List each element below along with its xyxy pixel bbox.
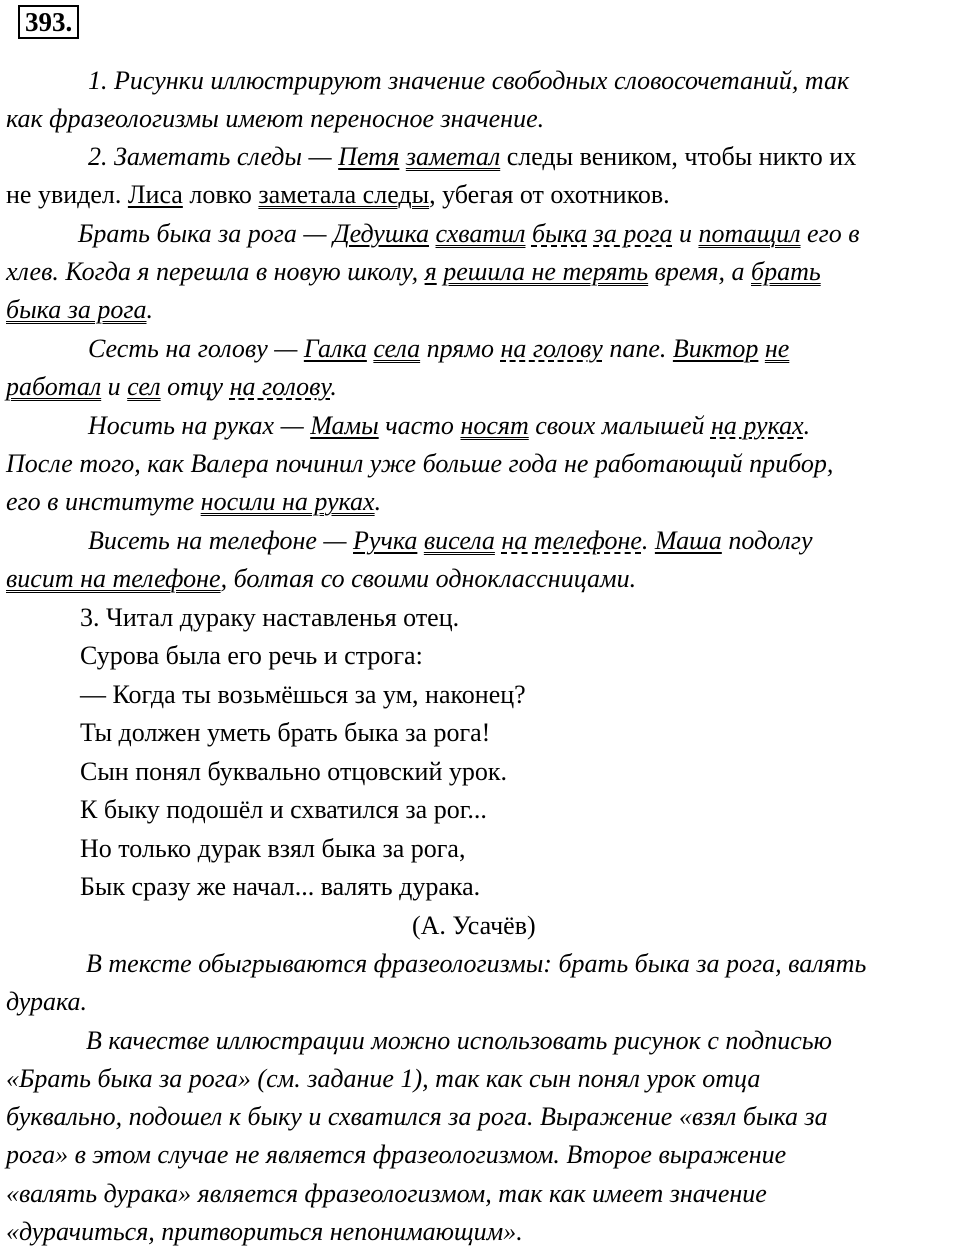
- text-line: [6, 257, 821, 287]
- underlined-word: быка за рога: [6, 295, 147, 324]
- underlined-word: на голову: [500, 334, 603, 363]
- text-line: [6, 1102, 828, 1132]
- text-line: [6, 564, 636, 594]
- text-fragment: «Брать быка за рога» (см. задание 1), так как сын понял урок отца: [6, 1064, 761, 1093]
- text-fragment: .: [330, 372, 337, 401]
- underlined-word: за рога: [593, 219, 673, 248]
- underlined-word: Ручка: [353, 526, 418, 555]
- text-line: [80, 872, 480, 902]
- text-fragment: Носить на руках —: [88, 411, 311, 440]
- text-fragment: ловко: [182, 180, 259, 209]
- underlined-word: схватил: [435, 219, 526, 248]
- text-fragment: хлев. Когда я перешла в новую школу,: [6, 257, 425, 286]
- text-fragment: После того, как Валера починил уже больше года не работающий прибор,: [6, 449, 834, 478]
- text-fragment: 1. Рисунки иллюстрируют значение свободных словосочетаний, так: [88, 66, 850, 95]
- underlined-word: висит на телефоне: [6, 564, 221, 593]
- text-fragment: Брать быка за рога —: [78, 219, 334, 248]
- text-line: [78, 219, 860, 249]
- text-fragment: Бык сразу же начал... валять дурака.: [80, 872, 481, 901]
- text-fragment: «дурачиться, притвориться непонимающим».: [6, 1217, 523, 1246]
- text-line: [86, 1026, 832, 1056]
- text-line: [6, 104, 544, 134]
- text-fragment: .: [641, 526, 655, 555]
- underlined-word: висела: [423, 526, 495, 555]
- underlined-word: я: [424, 257, 437, 286]
- text-fragment: его в институте: [6, 487, 201, 516]
- underlined-word: решила не терять: [443, 257, 649, 286]
- text-fragment: как фразеологизмы имеют переносное значение.: [6, 104, 545, 133]
- text-fragment: Сесть на голову —: [88, 334, 304, 363]
- text-fragment: буквально, подошел к быку и схватился за рога. Выражение «взял быка за: [6, 1102, 828, 1131]
- underlined-word: Маша: [654, 526, 722, 555]
- text-line: [6, 1217, 523, 1247]
- text-fragment: подолгу: [721, 526, 813, 555]
- underlined-word: Виктор: [672, 334, 759, 363]
- text-fragment: 2. Заметать следы —: [88, 142, 339, 171]
- text-fragment: дурака.: [6, 987, 88, 1016]
- underlined-word: заметал: [405, 142, 501, 171]
- text-line: [6, 487, 381, 517]
- underlined-word: носили на руках: [200, 487, 375, 516]
- text-line: [80, 718, 490, 748]
- text-fragment: (А. Усачёв): [412, 911, 536, 940]
- underlined-word: на телефоне: [501, 526, 642, 555]
- underlined-word: на голову: [229, 372, 331, 401]
- text-fragment: .: [146, 295, 153, 324]
- text-fragment: отцу: [160, 372, 230, 401]
- text-fragment: К быку подошёл и схватился за рог...: [80, 795, 487, 824]
- text-line: [80, 680, 526, 710]
- underlined-word: Дедушка: [333, 219, 429, 248]
- underlined-word: села: [373, 334, 421, 363]
- text-fragment: часто: [378, 411, 461, 440]
- text-line: [88, 526, 813, 556]
- text-line: [80, 603, 459, 633]
- text-fragment: время, а: [648, 257, 751, 286]
- text-line: [6, 987, 87, 1017]
- text-fragment: и: [101, 372, 128, 401]
- underlined-word: Петя: [338, 142, 400, 171]
- text-fragment: Висеть на телефоне —: [88, 526, 354, 555]
- underlined-word: Лиса: [127, 180, 183, 209]
- text-fragment: , убегая от охотников.: [429, 180, 670, 209]
- text-line: [86, 949, 866, 979]
- text-fragment: «валять дурака» является фразеологизмом, так как имеет значение: [6, 1179, 767, 1208]
- text-fragment: .: [374, 487, 382, 516]
- underlined-word: работал: [6, 372, 102, 401]
- text-line: [80, 795, 487, 825]
- text-line: [6, 449, 833, 479]
- text-line: [88, 66, 849, 96]
- underlined-word: на руках: [710, 411, 804, 440]
- text-fragment: Ты должен уметь брать быка за рога!: [80, 718, 491, 747]
- text-fragment: .: [803, 411, 811, 440]
- text-fragment: , болтая со своими одноклассницами.: [220, 564, 637, 593]
- text-line: [80, 834, 465, 864]
- underlined-word: потащил: [698, 219, 801, 248]
- exercise-number: 393.: [18, 5, 79, 39]
- text-fragment: его в: [800, 219, 860, 248]
- text-fragment: следы веником, чтобы никто их: [500, 142, 857, 171]
- text-line: [6, 372, 337, 402]
- underlined-word: заметала следы: [258, 180, 430, 209]
- underlined-word: носят: [460, 411, 529, 440]
- text-line: [6, 1140, 786, 1170]
- text-fragment: папе.: [602, 334, 673, 363]
- text-fragment: не увидел.: [6, 180, 128, 209]
- text-fragment: и: [672, 219, 699, 248]
- text-line: [6, 1179, 767, 1209]
- underlined-word: Мамы: [310, 411, 379, 440]
- text-line: [412, 911, 536, 941]
- text-fragment: Сын понял буквально отцовский урок.: [80, 757, 507, 786]
- text-fragment: В качестве иллюстрации можно использовать рисунок с подписью: [86, 1026, 832, 1055]
- text-fragment: — Когда ты возьмёшься за ум, наконец?: [80, 680, 526, 709]
- text-line: [6, 1064, 760, 1094]
- text-line: [80, 757, 507, 787]
- underlined-word: быка: [531, 219, 588, 248]
- text-fragment: 3. Читал дураку наставленья отец.: [80, 603, 460, 632]
- text-fragment: прямо: [420, 334, 501, 363]
- text-fragment: своих малышей: [528, 411, 711, 440]
- text-line: [88, 411, 810, 441]
- text-line: [6, 295, 153, 325]
- text-fragment: Но только дурак взял быка за рога,: [80, 834, 466, 863]
- text-line: [88, 142, 856, 172]
- text-line: [88, 334, 789, 364]
- underlined-word: Галка: [303, 334, 367, 363]
- text-fragment: В тексте обыгрываются фразеологизмы: брать быка за рога, валять: [86, 949, 867, 978]
- text-fragment: рога» в этом случае не является фразеологизмом. Второе выражение: [6, 1140, 787, 1169]
- text-line: [80, 641, 423, 671]
- text-fragment: Сурова была его речь и строга:: [80, 641, 423, 670]
- text-line: [6, 180, 670, 210]
- underlined-word: не: [764, 334, 790, 363]
- underlined-word: брать: [751, 257, 821, 286]
- underlined-word: сел: [127, 372, 161, 401]
